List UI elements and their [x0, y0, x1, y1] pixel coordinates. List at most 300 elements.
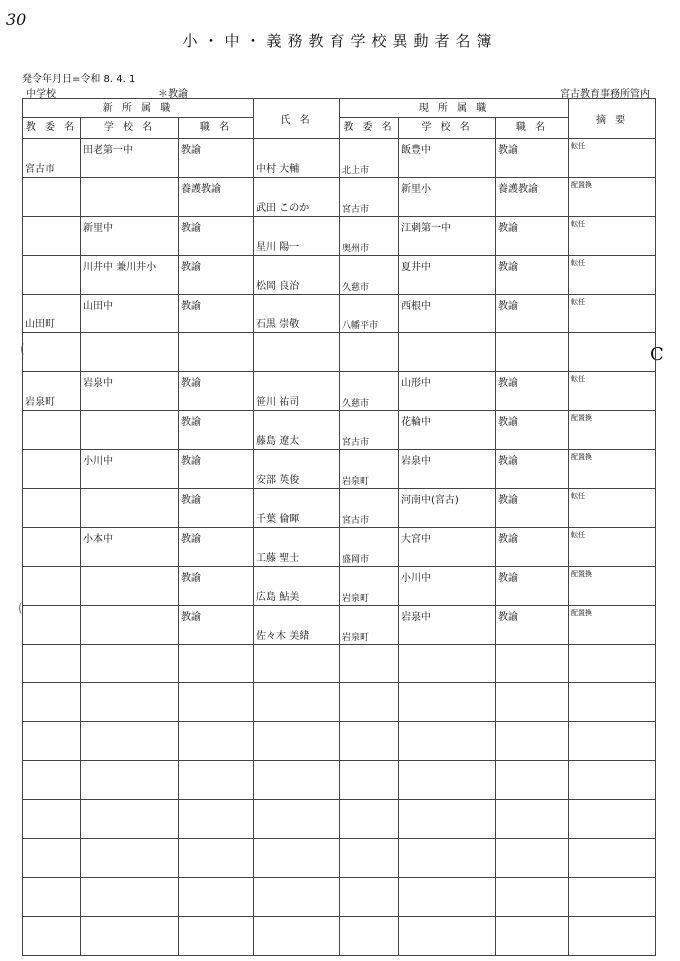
current-job-cell-text: 教諭 — [498, 378, 519, 390]
current-board-cell — [340, 372, 399, 411]
new-job-cell — [179, 216, 254, 255]
current-school-cell — [399, 683, 496, 722]
remarks-cell-text: 転任 — [571, 530, 586, 539]
remarks-cell — [569, 294, 656, 333]
new-job-cell-text — [179, 839, 253, 841]
new-job-cell — [179, 372, 254, 411]
current-job-cell-text — [496, 722, 568, 724]
current-board-cell-text: 奥州市 — [342, 243, 370, 254]
current-school-cell-text: 岩泉中 — [401, 456, 432, 468]
current-job-cell-text: 養護教諭 — [498, 183, 539, 195]
current-board-cell — [340, 489, 399, 528]
current-board-cell — [340, 877, 399, 916]
new-school-cell-text — [81, 761, 178, 763]
new-job-cell — [179, 139, 254, 178]
name-cell — [254, 800, 340, 839]
current-board-cell — [340, 605, 399, 644]
name-cell-text: 中村 大輔 — [256, 163, 300, 175]
new-job-cell-text: 教諭 — [181, 222, 201, 234]
new-job-cell — [179, 255, 254, 294]
new-school-cell-text: 川井中 兼川井小 — [83, 261, 157, 273]
remarks-cell-text: 配置換 — [571, 608, 593, 617]
new-job-cell-text: 教諭 — [181, 145, 201, 156]
jurisdiction: 宮古教育事務所管内 — [560, 89, 650, 100]
new-school-cell — [81, 450, 179, 489]
new-job-cell-text — [179, 333, 253, 335]
new-school-cell-text — [81, 567, 178, 569]
current-board-cell-text: 宮古市 — [342, 438, 370, 449]
transfer-table — [22, 98, 656, 956]
current-school-cell — [399, 839, 496, 878]
remarks-cell — [569, 372, 656, 411]
current-board-cell — [340, 566, 399, 605]
new-school-cell — [81, 255, 179, 294]
current-job-cell — [496, 450, 569, 489]
new-school-cell — [81, 644, 179, 683]
current-board-cell-text: 宮古市 — [342, 515, 370, 526]
new-school-cell-text — [81, 878, 178, 880]
name-cell — [254, 683, 340, 722]
new-job-cell-text — [179, 800, 253, 802]
current-school-cell — [399, 605, 496, 644]
current-school-cell — [399, 489, 496, 528]
name-cell — [254, 177, 340, 216]
margin-mark: C — [650, 344, 664, 365]
current-job-cell — [496, 139, 569, 178]
new-board-cell — [23, 761, 81, 800]
current-board-cell-text: 岩泉町 — [342, 477, 370, 488]
new-school-cell — [81, 372, 179, 411]
current-job-cell-text: 教諭 — [498, 300, 519, 312]
current-school-cell-text: 夏井中 — [401, 261, 432, 273]
remarks-cell — [569, 527, 656, 566]
new-school-cell-text — [81, 722, 178, 724]
current-board-cell — [340, 644, 399, 683]
current-school-header: 学 校 名 — [399, 118, 496, 139]
remarks-cell — [569, 683, 656, 722]
table-row — [23, 839, 656, 878]
current-school-cell-text: 花輪中 — [401, 417, 432, 429]
school-type: 中学校 — [26, 89, 56, 100]
new-job-cell — [179, 527, 254, 566]
name-cell — [254, 527, 340, 566]
current-job-cell — [496, 372, 569, 411]
current-job-cell-text — [496, 878, 568, 880]
new-school-cell-text — [81, 800, 178, 802]
current-school-cell — [399, 216, 496, 255]
remarks-cell-text — [569, 333, 655, 335]
remarks-cell-text — [569, 917, 655, 919]
current-school-cell-text: 西根中 — [401, 300, 432, 312]
current-job-cell — [496, 605, 569, 644]
table-row — [23, 527, 656, 566]
current-board-cell-text: 盛岡市 — [342, 554, 370, 565]
current-school-cell — [399, 722, 496, 761]
new-job-cell-text: 教諭 — [181, 417, 201, 429]
new-board-cell — [23, 683, 81, 722]
current-board-cell — [340, 177, 399, 216]
table-row — [23, 722, 656, 761]
current-job-cell — [496, 800, 569, 839]
new-job-cell — [179, 722, 254, 761]
new-job-cell — [179, 761, 254, 800]
new-school-cell-text: 山田中 — [83, 300, 113, 312]
name-cell — [254, 877, 340, 916]
new-job-cell-text — [179, 645, 253, 647]
new-school-cell-text: 小本中 — [83, 533, 113, 545]
current-job-header: 職 名 — [496, 118, 569, 139]
table-row — [23, 877, 656, 916]
new-job-header: 職 名 — [179, 118, 254, 139]
new-board-cell — [23, 294, 81, 333]
table-row — [23, 333, 656, 372]
current-job-cell — [496, 761, 569, 800]
new-board-cell — [23, 800, 81, 839]
new-school-cell-text — [81, 645, 178, 647]
new-job-cell — [179, 916, 254, 955]
table-row — [23, 177, 656, 216]
new-job-cell-text — [179, 683, 253, 685]
remarks-cell-text — [569, 878, 655, 880]
new-job-cell — [179, 489, 254, 528]
name-cell-text: 笹川 祐司 — [256, 397, 300, 409]
name-cell-text: 松岡 良治 — [256, 280, 300, 292]
new-job-cell — [179, 333, 254, 372]
name-cell — [254, 450, 340, 489]
current-board-cell — [340, 216, 399, 255]
name-cell — [254, 644, 340, 683]
table-row — [23, 644, 656, 683]
current-board-cell-text: 久慈市 — [342, 399, 370, 410]
pencil-mark-icon: ( — [18, 601, 23, 615]
current-job-cell — [496, 683, 569, 722]
new-job-cell-text: 教諭 — [181, 261, 201, 273]
new-board-cell — [23, 333, 81, 372]
new-school-cell-text: 新里中 — [83, 222, 113, 234]
current-school-cell — [399, 916, 496, 955]
current-job-cell — [496, 527, 569, 566]
new-job-cell-text — [179, 761, 253, 763]
current-school-cell — [399, 800, 496, 839]
current-job-cell-text — [496, 645, 568, 647]
table-row — [23, 255, 656, 294]
remarks-cell-text: 転任 — [571, 258, 586, 267]
name-cell — [254, 722, 340, 761]
name-cell — [254, 489, 340, 528]
new-job-cell-text — [179, 722, 253, 724]
new-school-cell-text: 田老第一中 — [83, 145, 133, 156]
remarks-cell — [569, 722, 656, 761]
current-school-cell-text — [399, 878, 495, 880]
table-row — [23, 489, 656, 528]
remarks-cell — [569, 255, 656, 294]
current-board-cell — [340, 839, 399, 878]
table-row — [23, 761, 656, 800]
remarks-cell-text — [569, 839, 655, 841]
new-board-cell — [23, 644, 81, 683]
new-board-cell — [23, 216, 81, 255]
name-cell-text: 安部 英俊 — [256, 475, 300, 487]
current-school-cell — [399, 527, 496, 566]
current-job-cell-text — [496, 800, 568, 802]
remarks-cell-text: 配置換 — [571, 414, 593, 423]
current-job-cell-text: 教諭 — [498, 417, 519, 429]
name-cell — [254, 139, 340, 178]
remarks-cell-text — [569, 761, 655, 763]
name-cell — [254, 411, 340, 450]
current-school-cell-text — [399, 917, 495, 919]
new-board-cell — [23, 139, 81, 178]
name-cell — [254, 566, 340, 605]
current-job-cell — [496, 839, 569, 878]
remarks-cell — [569, 877, 656, 916]
current-school-cell — [399, 411, 496, 450]
remarks-cell — [569, 605, 656, 644]
current-job-cell — [496, 411, 569, 450]
current-school-cell — [399, 177, 496, 216]
new-job-cell — [179, 605, 254, 644]
table-row — [23, 566, 656, 605]
remarks-cell — [569, 177, 656, 216]
current-board-cell — [340, 761, 399, 800]
new-board-cell — [23, 411, 81, 450]
name-cell-text: 千葉 倫暉 — [256, 513, 300, 525]
table-row — [23, 916, 656, 955]
current-job-cell — [496, 877, 569, 916]
remarks-cell-text — [569, 800, 655, 802]
current-school-cell — [399, 566, 496, 605]
new-school-cell-text — [81, 411, 178, 413]
new-board-cell — [23, 177, 81, 216]
new-board-cell — [23, 372, 81, 411]
current-job-cell — [496, 489, 569, 528]
current-school-cell — [399, 644, 496, 683]
new-school-cell — [81, 877, 179, 916]
new-school-cell-text — [81, 917, 178, 919]
current-school-cell — [399, 255, 496, 294]
new-job-cell-text — [179, 878, 253, 880]
remarks-cell-text: 配置換 — [571, 569, 593, 578]
current-board-cell-text: 北上市 — [342, 165, 370, 176]
name-cell-text: 石黒 崇敬 — [256, 319, 300, 331]
current-board-cell — [340, 683, 399, 722]
current-board-cell — [340, 294, 399, 333]
remarks-cell-text: 転任 — [571, 142, 586, 150]
current-job-cell-text: 教諭 — [498, 222, 519, 234]
current-school-cell-text — [399, 839, 495, 841]
current-job-cell-text: 教諭 — [498, 495, 519, 507]
new-board-cell — [23, 722, 81, 761]
current-board-cell — [340, 139, 399, 178]
name-cell-text: 藤島 遼太 — [256, 436, 300, 448]
new-job-cell — [179, 294, 254, 333]
new-job-cell — [179, 877, 254, 916]
remarks-cell-text — [569, 683, 655, 685]
current-school-cell-text: 山形中 — [401, 378, 432, 390]
document-title: 小・中・義務教育学校異動者名簿 — [182, 32, 498, 50]
current-job-cell-text: 教諭 — [498, 261, 519, 273]
current-job-cell-text — [496, 761, 568, 763]
current-job-cell — [496, 255, 569, 294]
new-school-cell — [81, 722, 179, 761]
new-school-cell-text — [81, 178, 178, 180]
current-school-cell-text — [399, 645, 495, 647]
table-row — [23, 450, 656, 489]
name-cell — [254, 605, 340, 644]
remarks-cell — [569, 333, 656, 372]
current-school-cell — [399, 139, 496, 178]
remarks-cell-text — [569, 722, 655, 724]
current-board-cell — [340, 916, 399, 955]
new-board-cell-text: 岩泉町 — [25, 397, 55, 409]
new-school-cell-text — [81, 606, 178, 608]
current-board-cell — [340, 800, 399, 839]
current-board-cell-text: 久慈市 — [342, 282, 370, 293]
new-board-cell — [23, 489, 81, 528]
new-job-cell — [179, 566, 254, 605]
current-board-cell — [340, 527, 399, 566]
current-job-cell-text — [496, 683, 568, 685]
remarks-cell-text: 配置換 — [571, 453, 593, 462]
current-board-cell-text: 宮古市 — [342, 204, 370, 215]
new-school-header: 学 校 名 — [81, 118, 179, 139]
table-row — [23, 216, 656, 255]
table-row — [23, 605, 656, 644]
current-job-cell-text — [496, 839, 568, 841]
current-school-cell-text: 江刺第一中 — [401, 222, 452, 234]
remarks-cell-text: 転任 — [571, 219, 586, 228]
current-job-cell — [496, 294, 569, 333]
new-school-cell — [81, 216, 179, 255]
table-row — [23, 139, 656, 178]
remarks-cell — [569, 139, 656, 178]
new-school-cell-text — [81, 683, 178, 685]
current-board-header: 教 委 名 — [340, 118, 399, 139]
new-school-cell — [81, 177, 179, 216]
current-job-cell-text — [496, 917, 568, 919]
current-school-cell-text: 小川中 — [401, 572, 432, 584]
new-job-cell-text: 教諭 — [181, 572, 201, 584]
remarks-cell — [569, 489, 656, 528]
new-board-cell — [23, 877, 81, 916]
table-row — [23, 683, 656, 722]
current-board-cell-text: 八幡平市 — [342, 321, 379, 332]
current-school-cell — [399, 294, 496, 333]
remarks-cell-text — [569, 645, 655, 647]
new-job-cell-text: 教諭 — [181, 456, 201, 468]
current-school-cell — [399, 333, 496, 372]
name-cell-text: 工藤 聖士 — [256, 552, 300, 564]
current-job-cell-text: 教諭 — [498, 145, 519, 156]
current-job-cell-text: 教諭 — [498, 572, 519, 584]
current-job-cell — [496, 722, 569, 761]
new-board-cell — [23, 605, 81, 644]
remarks-cell — [569, 644, 656, 683]
new-job-cell — [179, 839, 254, 878]
current-school-cell — [399, 450, 496, 489]
current-job-cell-text: 教諭 — [498, 611, 519, 623]
name-cell — [254, 294, 340, 333]
new-school-cell-text — [81, 333, 178, 335]
current-school-cell-text: 飯豊中 — [401, 145, 432, 156]
new-job-cell-text: 教諭 — [181, 378, 201, 390]
table-row — [23, 800, 656, 839]
new-job-cell — [179, 644, 254, 683]
new-board-header: 教 委 名 — [23, 118, 81, 139]
new-job-cell-text: 教諭 — [181, 495, 201, 507]
new-school-cell — [81, 139, 179, 178]
name-cell — [254, 216, 340, 255]
new-school-cell — [81, 294, 179, 333]
new-job-cell-text: 教諭 — [181, 611, 201, 623]
new-job-cell — [179, 683, 254, 722]
new-school-cell-text: 小川中 — [83, 456, 113, 468]
new-board-cell-text: 宮古市 — [25, 163, 55, 175]
current-job-cell-text: 教諭 — [498, 456, 519, 468]
new-school-cell — [81, 683, 179, 722]
current-job-cell — [496, 644, 569, 683]
current-board-cell — [340, 450, 399, 489]
new-school-cell — [81, 839, 179, 878]
new-school-cell — [81, 411, 179, 450]
name-cell — [254, 333, 340, 372]
remarks-cell — [569, 761, 656, 800]
new-school-cell — [81, 333, 179, 372]
new-job-cell — [179, 411, 254, 450]
new-school-cell — [81, 566, 179, 605]
new-board-cell-text: 山田町 — [25, 319, 55, 331]
new-school-cell — [81, 761, 179, 800]
remarks-cell-text: 転任 — [571, 375, 586, 384]
table-row — [23, 294, 656, 333]
current-board-cell — [340, 411, 399, 450]
current-school-cell-text — [399, 683, 495, 685]
new-job-cell-text: 教諭 — [181, 533, 201, 545]
current-board-cell-text: 岩泉町 — [342, 632, 370, 643]
remarks-cell — [569, 450, 656, 489]
new-board-cell — [23, 527, 81, 566]
new-job-cell-text: 教諭 — [181, 300, 201, 312]
current-assignment-header: 現 所 属 職 — [340, 99, 569, 118]
new-school-cell — [81, 527, 179, 566]
current-school-cell-text: 河南中(宮古) — [401, 495, 459, 507]
name-cell — [254, 761, 340, 800]
new-job-cell-text — [179, 917, 253, 919]
remarks-cell — [569, 800, 656, 839]
remarks-cell — [569, 566, 656, 605]
name-cell — [254, 839, 340, 878]
new-school-cell — [81, 489, 179, 528]
new-job-cell — [179, 177, 254, 216]
page-number: 30 — [6, 10, 27, 29]
current-job-cell — [496, 916, 569, 955]
current-school-cell-text — [399, 333, 495, 335]
name-cell-text: 武田 このか — [256, 202, 310, 214]
name-cell — [254, 372, 340, 411]
remarks-cell — [569, 216, 656, 255]
table-row — [23, 411, 656, 450]
table-body — [23, 139, 656, 956]
new-job-cell-text: 養護教諭 — [181, 183, 221, 195]
new-school-cell-text: 岩泉中 — [83, 378, 113, 390]
current-school-cell — [399, 877, 496, 916]
new-board-cell — [23, 916, 81, 955]
name-cell — [254, 255, 340, 294]
current-school-cell-text — [399, 722, 495, 724]
position-type: ＊教諭 — [158, 89, 188, 100]
current-school-cell-text: 岩泉中 — [401, 611, 432, 623]
name-cell-text: 佐々木 美緒 — [256, 630, 310, 642]
